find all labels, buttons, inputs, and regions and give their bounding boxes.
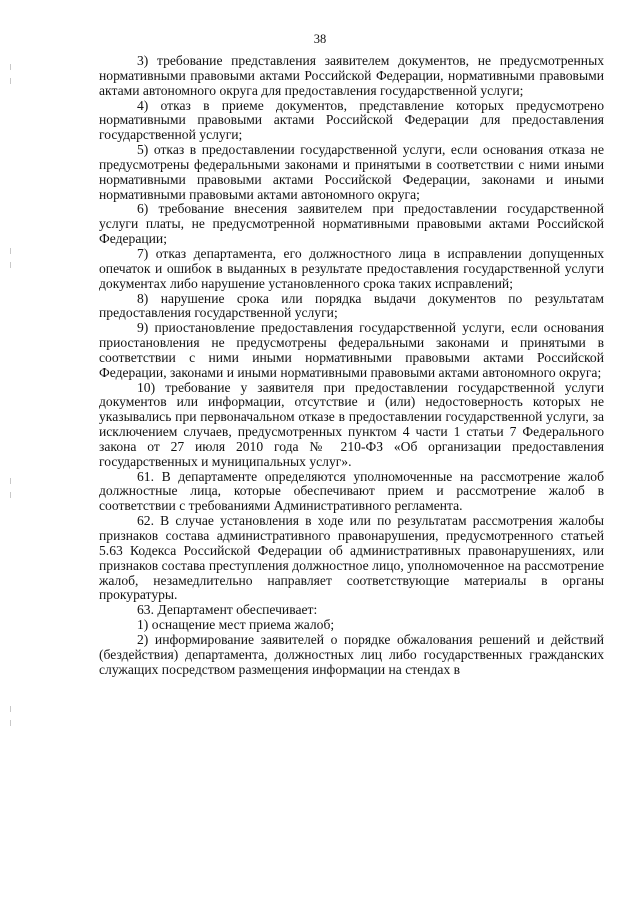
paragraph: 7) отказ департамента, его должностного лица в исправлении допущенных опечаток и ошибок в выданных в результате предоставления государственной услуги документах либо нарушение установленного срока таких исправлений; bbox=[99, 245, 604, 291]
paragraph: 9) приостановление предоставления государственной услуги, если основания приостановления не предусмотрены федеральными законами и принятыми в соответствии с ними иными нормативными правовыми актами Российской Федерации, законами и иными нормативными правовыми актами автономного округа; bbox=[99, 320, 604, 380]
paragraph: 1) оснащение мест приема жалоб; bbox=[137, 617, 335, 633]
binding-margin-marks bbox=[10, 0, 12, 905]
document-body bbox=[99, 54, 604, 677]
paragraph: 4) отказ в приеме документов, представление которых предусмотрено нормативными правовыми актами Российской Федерации для предоставления государственной услуги; bbox=[99, 97, 604, 143]
paragraph: 63. Департамент обеспечивает: bbox=[137, 602, 318, 618]
paragraph: 10) требование у заявителя при предоставлении государственной услуги документов или информации, отсутствие и (или) недостоверность которых не указывались при первоначальном отказе в предоставлении государственной услуги, за исключением случаев, предусмотренных пунктом 4 части 1 статьи 7 Федерального закона от 27 июля 2010 года № 210-ФЗ «Об организации предоставления государственных и муниципальных услуг». bbox=[99, 379, 604, 469]
paragraph: 61. В департаменте определяются уполномоченные на рассмотрение жалоб должностные лица, которые обеспечивают прием и рассмотрение жалоб в соответствии с требованиями Административного регламента. bbox=[99, 468, 604, 514]
page-number: 38 bbox=[313, 32, 327, 46]
paragraph: 8) нарушение срока или порядка выдачи документов по результатам предоставления государственной услуги; bbox=[99, 290, 604, 321]
paragraph: 62. В случае установления в ходе или по результатам рассмотрения жалобы признаков состава административного правонарушения, предусмотренного статьей 5.63 Кодекса Российской Федерации об административных правонарушениях, или признаков состава преступления должностное лицо, уполномоченное на рассмотрение жалоб, незамедлительно направляет соответствующие материалы в органы прокуратуры. bbox=[99, 513, 604, 603]
paragraph: 3) требование представления заявителем документов, не предусмотренных нормативными правовыми актами Российской Федерации, нормативными правовыми актами автономного округа для предоставления государственной услуги; bbox=[99, 53, 604, 98]
paragraph: 5) отказ в предоставлении государственной услуги, если основания отказа не предусмотрены федеральными законами и принятыми в соответствии с ними иными нормативными правовыми актами Российской Федерации, законами и иными нормативными правовыми актами автономного округа; bbox=[99, 142, 604, 202]
paragraph: 2) информирование заявителей о порядке обжалования решений и действий (бездействия) департамента, должностных лиц либо государственных гражданских служащих посредством размещения информации на стендах в bbox=[99, 631, 604, 677]
paragraph: 6) требование внесения заявителем при предоставлении государственной услуги платы, не предусмотренной нормативными правовыми актами Российской Федерации; bbox=[99, 201, 604, 247]
